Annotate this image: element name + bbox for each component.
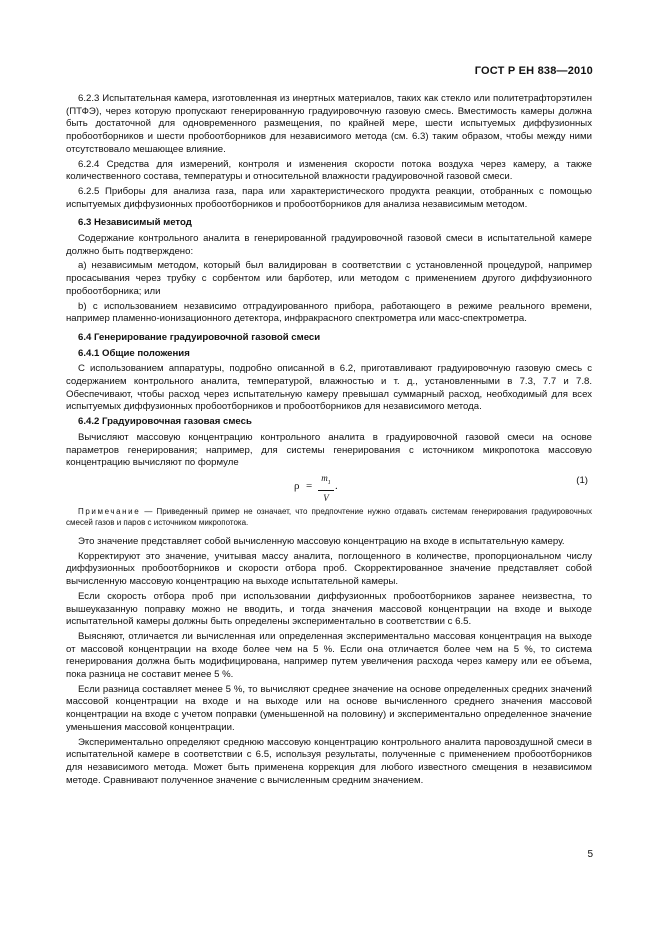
paragraph-6-4-1: С использованием аппаратуры, подробно описанной в 6.2, приготавливают градуировочную газовую смесь с содержанием контрольного аналита, температурой, влажностью и т. д., установленными в 7.3, 7.7 и 7.8. Обеспечивают, чтобы расход через испытательную камеру превышал суммарный расход, необходимый для всех испытуемых диффузионных пробоотборников и пробоотборников для независимого метода. [66, 363, 592, 413]
paragraph-difference: Если разница составляет менее 5 %, то вычисляют среднее значение на основе определенных средних значений массовой концентрации на входе и на выходе или на основе вычисленного среднего значения массовой концентрации на входе с учетом поправки (уменьшенной на половину) и экспериментально определенное значение уменьшения массовой концентрации. [66, 683, 592, 733]
formula-fraction [318, 472, 334, 505]
paragraph-6-2-3: 6.2.3 Испытательная камера, изготовленная из инертных материалов, таких как стекло или политетрафторэтилен (ПТФЭ), через которую пропускают генерированную градуировочную газовую смесь. Вместимость камеры должна быть достаточной для одновременного размещения, по крайней мере, шести испытуемых диффузионных пробоотборников и шести пробоотборников для независимого метода (см. 6.3) таким образом, чтобы между ними отсутствовало мешающее влияние. [66, 93, 592, 155]
paragraph-rate: Если скорость отбора проб при использовании диффузионных пробоотборников заранее неизвестна, то вышеуказанную поправку можно не вводить, и тогда значения массовой концентрации на входе и выходе испытательной камеры должны быть определены экспериментально в соответствии с 6.5. [66, 590, 592, 628]
formula-numerator: $m_1$ [321, 472, 331, 486]
standard-code: ГОСТ Р ЕН 838—2010 [474, 65, 593, 77]
formula-trail: . [335, 479, 338, 492]
note-text: — Приведенный пример не означает, что предпочтение нужно отдавать системам генерирования градуировочных смесей газов и паров с источником микропотока. [66, 506, 592, 527]
heading-6-4-2: 6.4.2 Градуировочная газовая смесь [78, 416, 252, 428]
page-number: 5 [587, 849, 593, 860]
heading-6-3: 6.3 Независимый метод [78, 217, 192, 229]
note-label: Примечание [78, 506, 141, 516]
paragraph-check: Выясняют, отличается ли вычисленная или определенная экспериментально массовая концентрация на выходе от массовой концентрации на входе более чем на 5 %. Если она отличается более чем на 5 %, то система генерирования должна быть модифицирована, например путем увеличения расхода через камеру или ее объема, пока разница не составит менее 5 %. [66, 630, 592, 681]
paragraph-6-3-a: a) независимым методом, который был валидирован в соответствии с установленной процедурой, например просасывания через трубку с сорбентом или барботер, или методом с применением другого диффузионного пробоотборника; или [66, 260, 592, 297]
formula-number: (1) [576, 474, 588, 486]
fraction-bar [318, 490, 334, 491]
paragraph-6-2-4: 6.2.4 Средства для измерений, контроля и изменения скорости потока воздуха через камеру, а также количественного состава, температуры и относительной влажности градуировочной газовой смеси. [66, 158, 592, 183]
heading-6-4: 6.4 Генерирование градуировочной газовой смеси [78, 331, 321, 343]
paragraph-value: Это значение представляет собой вычисленную массовую концентрацию на входе в испытательную камеру. [78, 535, 565, 547]
formula-denominator: V [323, 493, 329, 504]
paragraph-6-4-2: Вычисляют массовую концентрацию контрольного аналита в градуировочной газовой смеси на основе параметров генерирования; например, для системы генерирования с источником микропотока массовую концентрацию вычисляют по формуле [66, 431, 592, 469]
heading-6-4-1: 6.4.1 Общие положения [78, 347, 190, 359]
formula-equals: = [306, 479, 313, 492]
paragraph-6-3-intro: Содержание контрольного аналита в генерированной градуировочной газовой смеси в испытательной камере должно быть подтверждено: [66, 233, 592, 257]
document-body [66, 93, 592, 789]
paragraph-correction: Корректируют это значение, учитывая массу аналита, поглощенного в количестве, пропорциональном числу диффузионных пробоотборников и скорости отбора проб. Скорректированное значение представляет собой вычисленную массовую концентрацию на выходе испытательной камеры. [66, 550, 592, 588]
formula-lhs: ρ [294, 479, 300, 492]
paragraph-experimental: Экспериментально определяют среднюю массовую концентрацию контрольного аналита паровоздушной смеси в испытательной камере в соответствии с 6.5, используя результаты, полученные с применением пробоотборников для независимого метода. Может быть применена коррекция для любого известного смещения в независимом методе. Сравнивают полученное значение с вычисленным средним значением. [66, 736, 592, 786]
note [66, 506, 592, 528]
formula-1 [66, 472, 592, 504]
paragraph-6-2-5: 6.2.5 Приборы для анализа газа, пара или характеристического продукта реакции, отобранных с помощью испытуемых диффузионных пробоотборников и пробоотборников для анализа независимым методом. [66, 185, 592, 210]
paragraph-6-3-b: b) с использованием независимо отградуированного прибора, работающего в режиме реального времени, например пламенно-ионизационного детектора, инфракрасного спектрометра или масс-спектрометра. [66, 300, 592, 325]
